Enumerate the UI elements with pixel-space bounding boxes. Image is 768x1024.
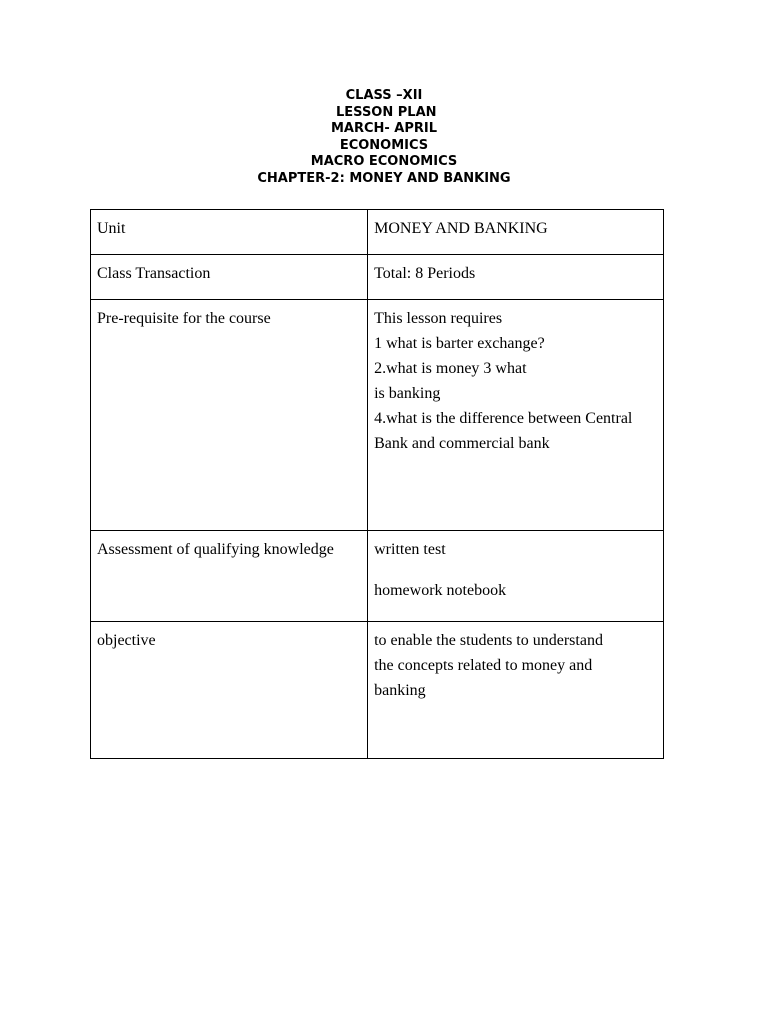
table-row xyxy=(91,255,664,300)
row-label: Unit xyxy=(91,210,368,255)
value-line: is banking xyxy=(374,385,441,402)
row-value xyxy=(368,531,664,622)
value-line: written test xyxy=(374,541,446,558)
table-row xyxy=(91,210,664,255)
value-line: Bank and commercial bank xyxy=(374,435,550,452)
period-heading: MARCH- APRIL xyxy=(330,121,438,137)
table-row xyxy=(91,300,664,531)
value-line: This lesson requires xyxy=(374,310,503,327)
row-value xyxy=(368,300,664,531)
value-line: 4.what is the difference between Central xyxy=(374,410,633,427)
document-header xyxy=(0,88,768,188)
value-line: homework notebook xyxy=(374,582,507,599)
lesson-plan-heading: LESSON PLAN xyxy=(331,104,437,120)
class-heading: CLASS –XII xyxy=(345,88,423,103)
value-line: banking xyxy=(374,682,426,699)
value-line: the concepts related to money and xyxy=(374,657,593,674)
subject-heading: ECONOMICS xyxy=(339,137,429,153)
row-value xyxy=(368,622,664,759)
value-line: Total: 8 Periods xyxy=(374,265,476,282)
row-label: Pre-requisite for the course xyxy=(91,300,368,531)
row-value xyxy=(368,210,664,255)
table-row xyxy=(91,622,664,759)
row-label: Assessment of qualifying knowledge xyxy=(91,531,368,622)
chapter-heading: CHAPTER-2: MONEY AND BANKING xyxy=(257,170,511,186)
value-line: 1 what is barter exchange? xyxy=(374,335,545,352)
row-label: Class Transaction xyxy=(91,255,368,300)
value-line: to enable the students to understand xyxy=(374,632,603,649)
lesson-plan-table xyxy=(90,209,664,759)
row-value xyxy=(368,255,664,300)
topic-heading: MACRO ECONOMICS xyxy=(310,154,458,170)
value-line: 2.what is money 3 what xyxy=(374,360,527,377)
table-row xyxy=(91,531,664,622)
value-line: MONEY AND BANKING xyxy=(374,220,548,237)
row-label: objective xyxy=(91,622,368,759)
